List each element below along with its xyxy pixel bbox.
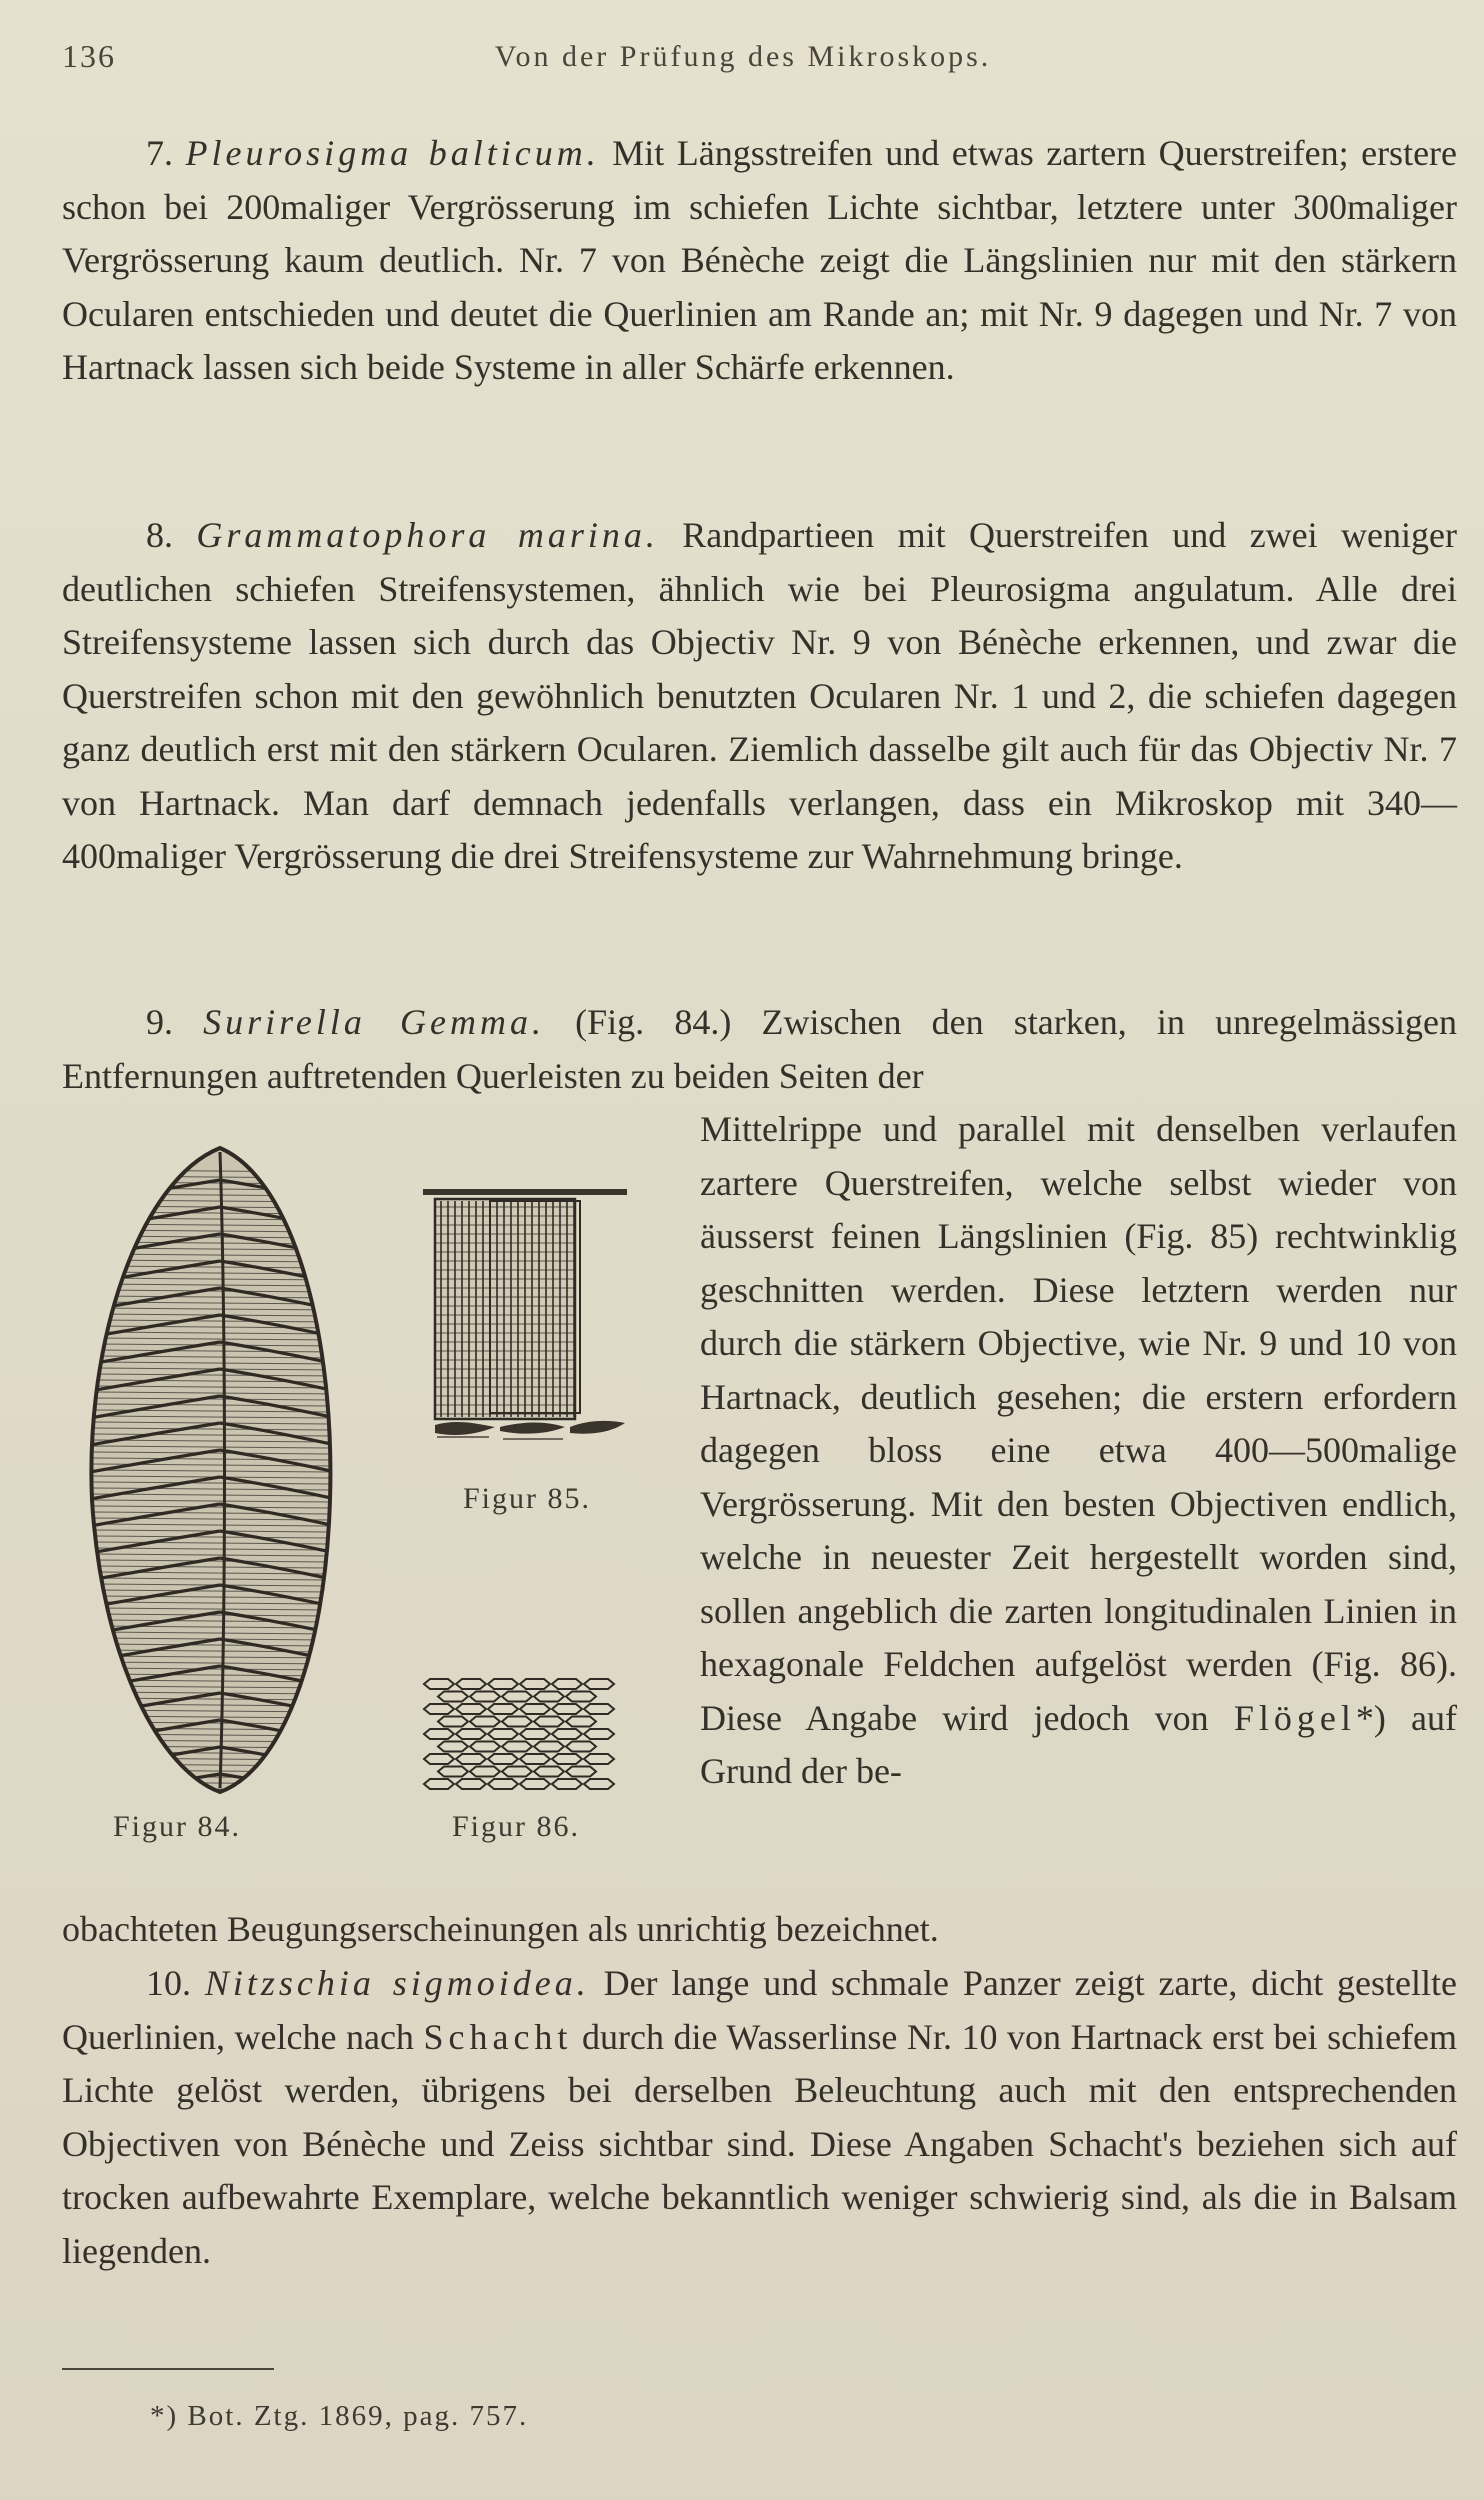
figure-86 (420, 1676, 626, 1796)
paragraph-9-column (700, 1103, 1457, 1799)
paragraph-8 (62, 509, 1457, 884)
species-name: Surirella Gemma. (203, 1002, 545, 1042)
page-header (62, 38, 1424, 88)
paragraph-text: durch die Wasserlinse Nr. 10 von Hartnack erst bei schiefem Lichte gelöst werden, übrigens bei derselben Beleuchtung auch mit den entsprechenden Objectiven von Bénèche und Zeiss sichtbar sind. Diese Angaben Schacht's beziehen sich auf trocken aufbewahrte Exemplare, welche bekanntlich weniger schwierig sind, als die in Balsam liegenden. (62, 2016, 1458, 2271)
paragraph-text: Mit Längsstreifen und etwas zartern Querstreifen; erstere schon bei 200maliger Vergrösserung im schiefen Lichte sichtbar, letztere unter 300maliger Vergrösserung kaum deutlich. Nr. 7 von Bénèche zeigt die Längslinien nur mit den stärkern Ocularen entschieden und deutet die Querlinien am Rande an; mit Nr. 9 dagegen und Nr. 7 von Hartnack lassen sich beide Systeme in aller Schärfe erkennen. (62, 133, 1458, 387)
running-head: Von der Prüfung des Mikroskops. (494, 40, 992, 73)
footnote-reference: *) (1355, 1697, 1386, 1738)
paragraph-10 (62, 1957, 1457, 2278)
footnote-text: Bot. Ztg. 1869, pag. 757. (187, 2400, 529, 2432)
paragraph-text: obachteten Beugungserscheinungen als unrichtig bezeichnet. (62, 1909, 939, 1949)
paragraph-9-tail (62, 1903, 1457, 1957)
species-name: Pleurosigma balticum. (185, 133, 600, 173)
section-number: 10. (146, 1963, 191, 2003)
author-name: Flögel (1233, 1697, 1356, 1738)
paragraph-text: auf Grund der be- (700, 1697, 1457, 1791)
footnote-mark: *) (150, 2400, 179, 2432)
species-name: Nitzschia sigmoidea. (204, 1963, 590, 2003)
author-name: Schacht (423, 2016, 573, 2057)
page-number: 136 (62, 38, 116, 74)
hexagonal-fields-icon (420, 1676, 626, 1796)
figure-85-caption: Figur 85. (463, 1482, 592, 1515)
section-number: 8. (146, 515, 173, 555)
section-number: 9. (146, 1002, 173, 1042)
figure-85 (415, 1185, 635, 1455)
paragraph-text: Der lange und schmale Panzer zeigt zarte, dicht gestellte Querlinien, welche nach (62, 1963, 1458, 2057)
paragraph-text: Randpartieen mit Querstreifen und zwei weniger deutlichen schiefen Streifensystemen, ähnlich wie bei Pleurosigma angulatum. Alle drei Streifensysteme lassen sich durch das Objectiv Nr. 9 von Bénèche erkennen, und zwar die Querstreifen schon mit den gewöhnlich benutzten Ocularen Nr. 1 und 2, die schiefen dagegen ganz deutlich erst mit den stärkern Ocularen. Ziemlich dasselbe gilt auch für das Objectiv Nr. 7 von Hartnack. Man darf demnach jedenfalls verlangen, dass ein Mikroskop mit 340—400maliger Vergrösserung die drei Streifensysteme zur Wahrnehmung bringe. (62, 515, 1457, 876)
footnote (150, 2400, 528, 2433)
paragraph-9-intro (62, 996, 1457, 1103)
figure-86-caption: Figur 86. (452, 1810, 581, 1843)
paragraph-text: (Fig. 84.) Zwischen den starken, in unregelmässigen Entfernungen auftretenden Querleisten zu beiden Seiten der (62, 1002, 1457, 1096)
footnote-rule (62, 2368, 274, 2370)
figure-84-caption: Figur 84. (113, 1810, 242, 1843)
paragraph-7 (62, 127, 1457, 395)
species-name: Grammatophora marina. (196, 515, 659, 555)
figure-84 (80, 1140, 340, 1800)
striation-detail-icon (415, 1185, 635, 1455)
section-number: 7. (146, 133, 173, 173)
surirella-diatom-icon (80, 1140, 340, 1800)
paragraph-text: Mittelrippe und parallel mit denselben verlaufen zartere Querstreifen, welche selbst wieder von äusserst feinen Längslinien (Fig. 85) rechtwinklig geschnitten werden. Diese letztern werden nur durch die stärkern Objective, wie Nr. 9 und 10 von Hartnack, deutlich gesehen; die erstern erfordern dagegen bloss eine etwa 400—500malige Vergrösserung. Mit den besten Objectiven endlich, welche in neuester Zeit hergestellt worden sind, sollen angeblich die zarten longitudinalen Linien in hexagonale Feldchen aufgelöst werden (Fig. 86). Diese Angabe wird jedoch von (700, 1109, 1457, 1738)
